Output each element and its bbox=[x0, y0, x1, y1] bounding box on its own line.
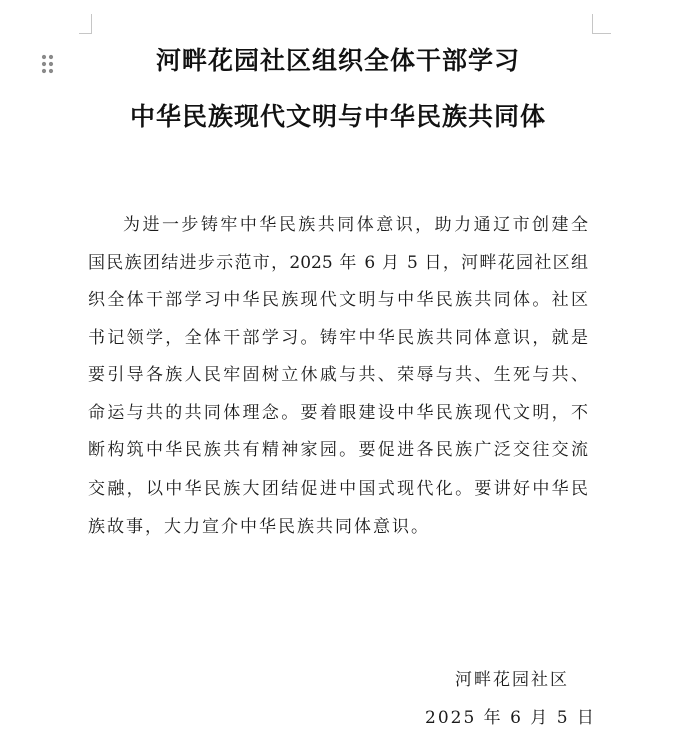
document-title-line-2[interactable]: 中华民族现代文明与中华民族共同体 bbox=[129, 104, 546, 131]
body-line-8[interactable]: 交融，以中华民族大团结促进中国式现代化。要讲好中华民 bbox=[88, 479, 588, 499]
margin-corner-top-left bbox=[79, 14, 92, 34]
signature-date[interactable]: 2025 年 6 月 5 日 bbox=[425, 708, 596, 728]
body-line-2[interactable]: 国民族团结进步示范市，2025 年 6 月 5 日，河畔花园社区组 bbox=[88, 253, 588, 273]
body-line-7[interactable]: 断构筑中华民族共有精神家园。要促进各民族广泛交往交流 bbox=[88, 440, 588, 460]
body-line-9[interactable]: 族故事，大力宣介中华民族共同体意识。 bbox=[88, 517, 430, 537]
drag-handle-icon[interactable] bbox=[39, 52, 57, 76]
body-line-3[interactable]: 织全体干部学习中华民族现代文明与中华民族共同体。社区 bbox=[88, 290, 588, 310]
drag-handle-dots bbox=[39, 52, 57, 76]
body-line-1[interactable]: 为进一步铸牢中华民族共同体意识，助力通辽市创建全 bbox=[123, 215, 588, 235]
margin-corner-top-right bbox=[592, 14, 611, 34]
body-line-4[interactable]: 书记领学，全体干部学习。铸牢中华民族共同体意识，就是 bbox=[88, 328, 588, 348]
signature-organization[interactable]: 河畔花园社区 bbox=[455, 670, 569, 690]
body-line-5[interactable]: 要引导各族人民牢固树立休戚与共、荣辱与共、生死与共、 bbox=[88, 365, 588, 385]
body-line-6[interactable]: 命运与共的共同体理念。要着眼建设中华民族现代文明，不 bbox=[88, 403, 588, 423]
document-title-line-1[interactable]: 河畔花园社区组织全体干部学习 bbox=[155, 48, 520, 75]
